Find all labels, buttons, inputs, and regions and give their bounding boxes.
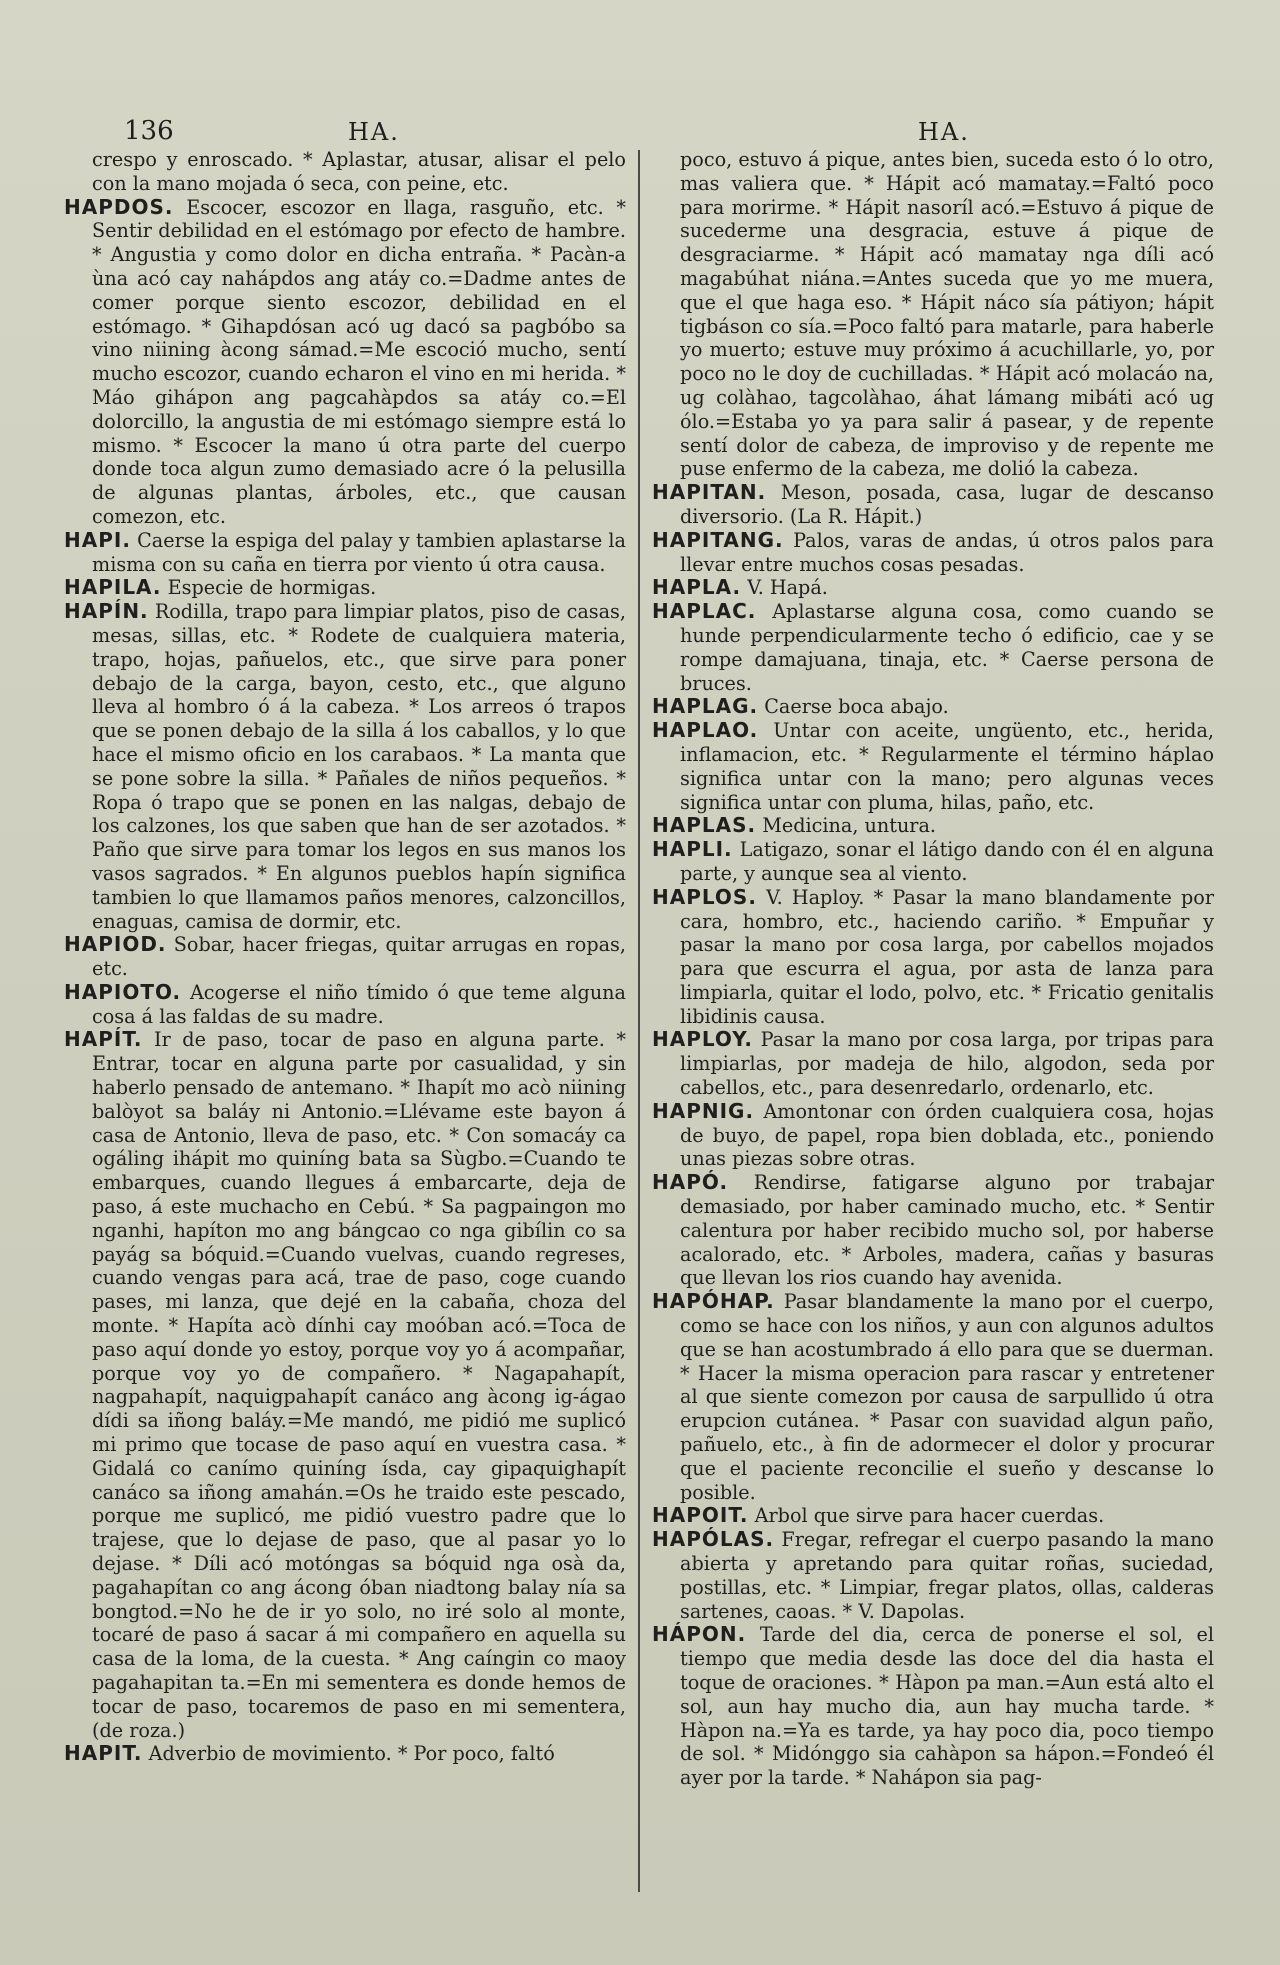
entry-headword: HAPLAC. bbox=[652, 599, 757, 624]
entry-definition: V. Hapá. bbox=[747, 576, 828, 600]
entry-headword: HAPIOD. bbox=[64, 932, 167, 957]
entry-definition: Pasar la mano por cosa larga, por tripas para limpiarlas, por madeja de hilo, algodon, seda por cabellos, etc., para desenredarlo, ordenarlo, etc. bbox=[680, 1028, 1214, 1100]
entry-headword: HAPLOS. bbox=[652, 884, 757, 909]
entry-definition: Caerse la espiga del palay y tambien aplastarse la misma con su caña en tierra por viento ú otra causa. bbox=[92, 528, 626, 576]
entry-list bbox=[652, 481, 1214, 1790]
dictionary-entry bbox=[64, 981, 626, 1029]
entry-definition: Aplastarse alguna cosa, como cuando se hunde perpendicularmente techo ó edificio, cae y se rompe damajuana, tinaja, etc. * Caerse persona de bruces. bbox=[680, 600, 1214, 695]
dictionary-entry bbox=[652, 814, 1214, 838]
entry-definition: Arbol que sirve para hacer cuerdas. bbox=[754, 1504, 1105, 1528]
entry-definition: Tarde del dia, cerca de ponerse el sol, el tiempo que media desde las doce del dia hasta el toque de oraciones. * Hàpon pa man.=Aun está alto el sol, aun hay mucho dia, aun hay mucha tarde. * Hàpon na.=Ya es tarde, ya hay poco dia, poco tiempo de sol. * Midónggo sia cahàpon sa hápon.=Fondeó él ayer por la tarde. * Nahápon sia pag- bbox=[680, 1623, 1214, 1790]
dictionary-entry bbox=[652, 1623, 1214, 1790]
entry-definition: Palos, varas de andas, ú otros palos para llevar entre muchos cosas pesadas. bbox=[680, 528, 1214, 576]
entry-definition: Escocer, escozor en llaga, rasguño, etc. * Sentir debilidad en el estómago por efecto de hambre. * Angustia y como dolor en dicha entraña. * Pacàn-a ùna acó cay nahápdos ang atáy co.=Dadme antes de comer porque siento escozor, debilidad en el estómago. * Gihapdósan acó ug dacó sa pagbóbo sa vino niining àcong sámad.=Me escoció mucho, sentí mucho escozor, cuando echaron el vino en mi herida. * Máo gihápon ang pagcahàpdos sa atáy co.=El dolorcillo, la angustia de mi estómago siempre está lo mismo. * Escocer la mano ú otra parte del cuerpo donde toca algun zumo demasiado acre ó la pelusilla de algunas plantas, árboles, etc., que causan comezon, etc. bbox=[92, 195, 626, 528]
entry-headword: HÁPON. bbox=[652, 1622, 747, 1647]
entry-headword: HAPÍN. bbox=[64, 599, 149, 624]
left-column bbox=[64, 148, 626, 1766]
entry-definition: Untar con aceite, ungüento, etc., herida, inflamacion, etc. * Regularmente el término háplao significa untar con la mano; pero algunas veces significa untar con pluma, hilas, paño, etc. bbox=[680, 719, 1214, 814]
entry-headword: HAPLA. bbox=[652, 575, 742, 600]
entry-definition: Latigazo, sonar el látigo dando con él en alguna parte, y aunque sea al viento. bbox=[680, 838, 1214, 885]
entry-headword: HAPIT. bbox=[64, 1741, 143, 1766]
dictionary-entry bbox=[64, 1028, 626, 1742]
entry-headword: HAPI. bbox=[64, 527, 131, 552]
dictionary-entry bbox=[652, 695, 1214, 719]
dictionary-entry bbox=[652, 529, 1214, 577]
entry-definition: V. Haploy. * Pasar la mano blandamente por cara, hombro, etc., haciendo cariño. * Empuñar y pasar la mano por cosa larga, por cabellos mojados para que escurra el agua, por asta de lanza para limpiarla, quitar el lodo, polvo, etc. * Fricatio genitalis libidinis causa. bbox=[680, 885, 1214, 1028]
entry-definition: Medicina, untura. bbox=[762, 814, 937, 838]
entry-headword: HAPIOTO. bbox=[64, 979, 182, 1004]
dictionary-entry bbox=[652, 1528, 1214, 1623]
dictionary-entry bbox=[652, 1504, 1214, 1528]
entry-definition: Pasar blandamente la mano por el cuerpo, como se hace con los niños, y aun con algunos adultos que se han acostumbrado á ello para que se duerman. * Hacer la misma operacion para rascar y entretener al que siente comezon por causa de sarpullido ú otra erupcion cutánea. * Pasar con suavidad algun paño, pañuelo, etc., à fin de adormecer el dolor y procurar que el paciente reconcilie el sueño y descanse lo posible. bbox=[680, 1290, 1214, 1504]
dictionary-entry bbox=[652, 1171, 1214, 1290]
dictionary-entry bbox=[652, 481, 1214, 529]
entry-headword: HAPÓ. bbox=[652, 1170, 729, 1195]
entry-headword: HAPÍT. bbox=[64, 1027, 143, 1052]
entry-headword: HAPÓHAP. bbox=[652, 1289, 775, 1314]
entry-headword: HAPITANG. bbox=[652, 527, 784, 552]
dictionary-entry bbox=[652, 719, 1214, 814]
entry-definition: Rendirse, fatigarse alguno por trabajar demasiado, por haber caminado mucho, etc. * Sentir calentura por haber recibido mucho sol, por haberse acalorado, etc. * Arboles, madera, cañas y basuras que llevan los rios cuando hay avenida. bbox=[680, 1171, 1214, 1290]
dictionary-entry bbox=[652, 1028, 1214, 1099]
dictionary-entry bbox=[652, 600, 1214, 695]
dictionary-entry bbox=[652, 1290, 1214, 1504]
entry-definition: Caerse boca abajo. bbox=[764, 695, 949, 719]
page-header bbox=[0, 116, 1280, 146]
entry-headword: HAPNIG. bbox=[652, 1098, 755, 1123]
dictionary-entry bbox=[64, 600, 626, 933]
dictionary-entry bbox=[652, 1100, 1214, 1171]
left-running-head: HA. bbox=[348, 118, 400, 146]
column-divider bbox=[638, 150, 640, 1892]
continuation-text: crespo y enroscado. * Aplastar, atusar, alisar el pelo con la mano mojada ó seca, con peine, etc. bbox=[92, 148, 626, 195]
entry-headword: HAPLI. bbox=[652, 837, 733, 862]
dictionary-entry bbox=[652, 838, 1214, 886]
dictionary-entry bbox=[64, 933, 626, 981]
dictionary-entry bbox=[64, 1742, 626, 1766]
entry-headword: HAPDOS. bbox=[64, 194, 174, 219]
continuation-text: poco, estuvo á pique, antes bien, suceda esto ó lo otro, mas valiera que. * Hápit acó mamatay.=Faltó poco para morirme. * Hápit nasoríl acó.=Estuvo á pique de sucederme una desgracia, estuve á pique de desgraciarme. * Hápit acó mamatay nga díli acó magabúhat niána.=Antes suceda que yo me muera, que el que haga eso. * Hápit náco sía pátiyon; hápit tigbáson co sía.=Poco faltó para matarle, para haberle yo muerto; estuve muy próximo á acuchillarle, yo, por poco no le doy de cuchilladas. * Hápit acó molacáo na, ug colàhao, tagcolàhao, áhat lámang mibáti acó ug ólo.=Estaba yo ya para salir á pasear, y de repente sentí dolor de cabeza, de improviso y de repente me puse enfermo de la cabeza, me dolió la cabeza. bbox=[680, 148, 1214, 481]
entry-definition: Rodilla, trapo para limpiar platos, piso de casas, mesas, sillas, etc. * Rodete de cualquiera materia, trapo, hojas, pañuelos, etc., que sirve para poner debajo de la carga, bayon, cesto, etc., que alguno lleva al hombro ó á la cabeza. * Los arreos ó trapos que se ponen debajo de la silla á los caballos, y lo que hace el mismo oficio en los carabaos. * La manta que se pone sobre la silla. * Pañales de niños pequeños. * Ropa ó trapo que se ponen en las nalgas, debajo de los calzones, los que saben que han de ser azotados. * Paño que sirve para tomar los legos en sus manos los vasos sagrados. * En algunos pueblos hapín significa tambien lo que llamamos paños menores, calzoncillos, enaguas, camisa de dormir, etc. bbox=[92, 600, 626, 933]
right-running-head: HA. bbox=[918, 118, 970, 146]
entry-headword: HAPILA. bbox=[64, 575, 162, 600]
entry-headword: HAPLOY. bbox=[652, 1027, 753, 1052]
entry-headword: HAPITAN. bbox=[652, 480, 767, 505]
entry-definition: Amontonar con órden cualquiera cosa, hojas de buyo, de papel, ropa bien doblada, etc., poniendo unas piezas sobre otras. bbox=[680, 1099, 1214, 1171]
entry-definition: Meson, posada, casa, lugar de descanso diversorio. (La R. Hápit.) bbox=[680, 481, 1214, 528]
entry-definition: Ir de paso, tocar de paso en alguna parte. * Entrar, tocar en alguna parte por casualidad, y sin haberlo pensado de antemano. * Ihapít mo acò niining balòyot sa baláy ni Antonio.=Llévame este bayon á casa de Antonio, lleva de paso, etc. * Con somacáy ca ogáling ihápit mo quiníng bata sa Sùgbo.=Cuando te embarques, cuando llegues á embarcarte, deja de paso, á este muchacho en Cebú. * Sa pagpaingon mo nganhi, hapíton mo ang bángcao co nga gibílin co sa payág sa bóquid.=Cuando vuelvas, cuando regreses, cuando vengas para acá, trae de paso, coge cuando pases, mi lanza, que dejé en la cabaña, choza del monte. * Hapíta acò dínhi cay moóban acó.=Toca de paso aquí donde yo estoy, porque voy yo á acompañar, porque voy yo de compañero. * Nagapahapít, nagpahapít, naquigpahapít canáco ang àcong ig-ágao dídi sa iñong baláy.=Me mandó, me pidió me suplicó mi primo que tocase de paso aquí en vuestra casa. * Gidalá co canímo quiníng ísda, cay gipaquighapít canáco sa iñong amahán.=Os he traido este pescado, porque me suplicó, me pidió vuestro padre que lo trajese, que lo dejase de paso, que al pasar yo lo dejase. * Díli acó motóngas sa bóquid nga osà da, pagahapítan co ang ácong óban niadtong balay nía sa bongtod.=No he de ir yo solo, no iré solo al monte, tocaré de paso á sacar á mi compañero en aquella su casa de la loma, de la cuesta. * Ang caíngin co maoy pagahapitan ta.=En mi sementera es donde hemos de tocar de paso, tocaremos de paso en mi sementera, (de roza.) bbox=[92, 1028, 626, 1742]
dictionary-entry bbox=[64, 196, 626, 529]
dictionary-entry bbox=[64, 529, 626, 577]
dictionary-entry bbox=[652, 576, 1214, 600]
entry-list bbox=[64, 196, 626, 1767]
entry-headword: HAPLAO. bbox=[652, 718, 759, 743]
entry-headword: HAPLAS. bbox=[652, 813, 757, 838]
dictionary-entry bbox=[652, 886, 1214, 1029]
entry-headword: HAPLAG. bbox=[652, 694, 759, 719]
entry-headword: HAPÓLAS. bbox=[652, 1527, 775, 1552]
dictionary-entry bbox=[64, 576, 626, 600]
entry-definition: Sobar, hacer friegas, quitar arrugas en ropas, etc. bbox=[92, 933, 626, 981]
entry-headword: HAPOIT. bbox=[652, 1503, 749, 1528]
entry-definition: Acogerse el niño tímido ó que teme alguna cosa á las faldas de su madre. bbox=[92, 980, 626, 1028]
right-column bbox=[652, 148, 1214, 1790]
entry-definition: Fregar, refregar el cuerpo pasando la mano abierta y apretando para quitar roñas, suciedad, postillas, etc. * Limpiar, fregar platos, ollas, calderas sartenes, caoas. * V. Dapolas. bbox=[680, 1528, 1214, 1623]
entry-definition: Adverbio de movimiento. * Por poco, faltó bbox=[148, 1742, 555, 1766]
page-number: 136 bbox=[124, 116, 174, 146]
entry-definition: Especie de hormigas. bbox=[167, 576, 377, 600]
